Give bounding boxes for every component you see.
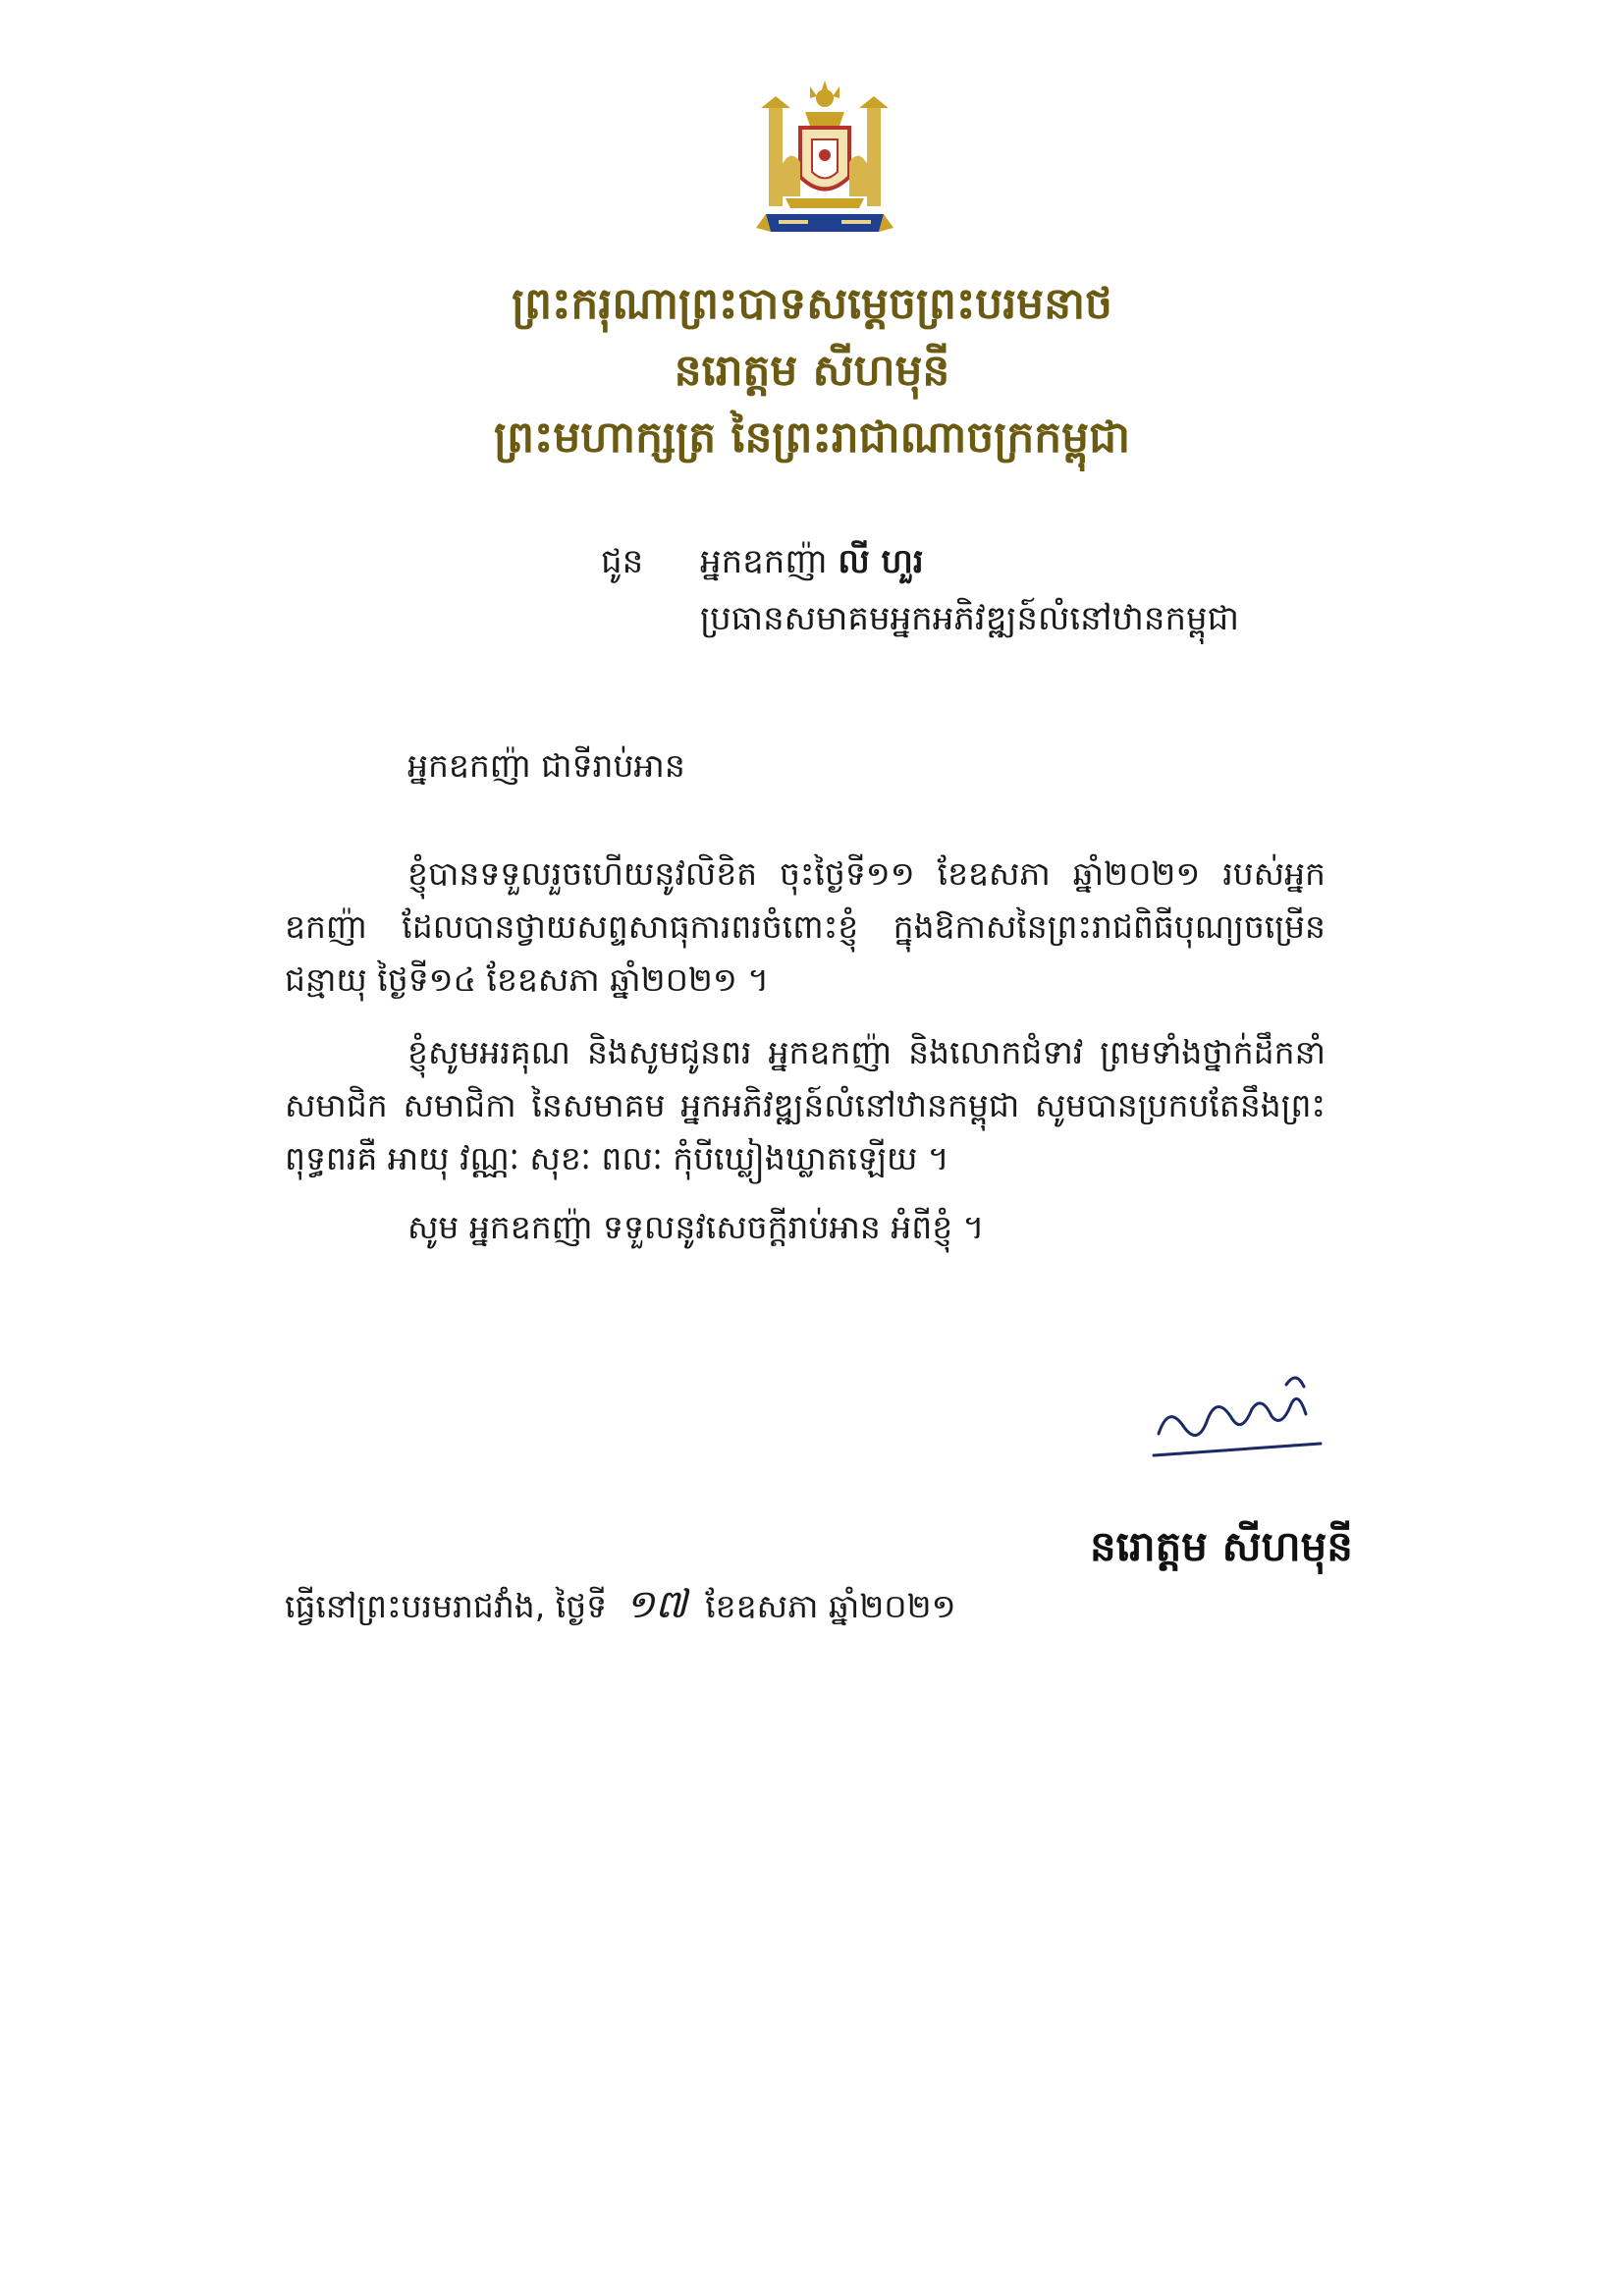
salutation: អ្នកឧកញ៉ា ជាទីរាប់អាន [407, 746, 685, 785]
recipient-name-line [700, 540, 924, 589]
date-day: ១៧ [624, 1582, 687, 1627]
header-royal-title: ព្រះករុណាព្រះបាទសម្តេចព្រះបរមនាថ [512, 279, 1112, 329]
place-and-date [285, 1579, 956, 1637]
header-kingdom: ព្រះមហាក្សត្រ នៃព្រះរាជាណាចក្រកម្ពុជា [493, 412, 1131, 463]
recipient-title: ប្រធានសមាគមអ្នកអភិវឌ្ឍន៍លំនៅឋានកម្ពុជា [700, 599, 1240, 638]
recipient-name: លី ហួរ [838, 542, 924, 581]
handwritten-signature [1139, 1365, 1335, 1473]
header-king-name: នរោត្តម សីហមុនី [674, 346, 950, 396]
recipient-label: ជូន [601, 542, 644, 581]
date-month-year: ខែឧសភា ឆ្នាំ២០២១ [705, 1587, 956, 1625]
place-text: ធ្វើនៅព្រះបរមរាជវាំង, ថ្ងៃទី [285, 1587, 608, 1625]
body-paragraph-3: សូម អ្នកឧកញ៉ា ទទួលនូវសេចក្តីរាប់អាន អំពីខ្ញុំ ។ [407, 1208, 985, 1246]
body-paragraph-1: ខ្ញុំបានទទួលរួចហើយនូវលិខិត ចុះថ្ងៃទី១១ ខែឧសភា ឆ្នាំ២០២១ របស់អ្នកឧកញ៉ា ដែលបានថ្វាយសព្ទសាធុការពរចំពោះខ្ញុំ ក្នុងឱកាសនៃព្រះរាជពិធីបុណ្យចម្រើនជន្មាយុ ថ្ងៃទី១៤ ខែឧសភា ឆ្នាំ២០២១ ។ [285, 854, 1326, 999]
royal-coat-of-arms-icon [751, 79, 898, 246]
recipient-honorific: អ្នកឧកញ៉ា [700, 542, 828, 581]
body-paragraph-2: ខ្ញុំសូមអរគុណ និងសូមជូនពរ អ្នកឧកញ៉ា និងលោកជំទាវ ព្រមទាំងថ្នាក់ដឹកនាំ សមាជិក សមាជិកា នៃសមាគម អ្នកអភិវឌ្ឍន៍លំនៅឋានកម្ពុជា សូមបានប្រកបតែនឹងព្រះពុទ្ធពរគឺ អាយុ វណ្ណៈ សុខៈ ពលៈ កុំបីឃ្លៀងឃ្លាតឡើយ ។ [285, 1033, 1326, 1177]
signer-name: នរោត្តម សីហមុនី [1090, 1522, 1353, 1570]
